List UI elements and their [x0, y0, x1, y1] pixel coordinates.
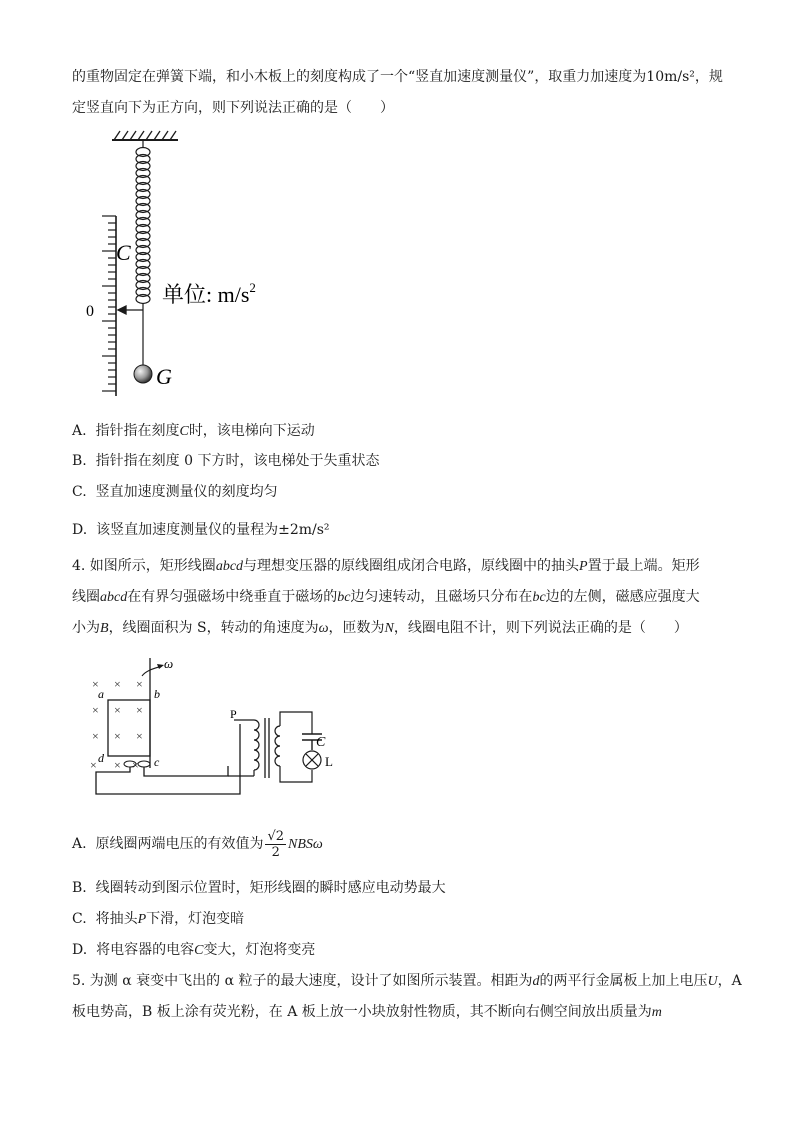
q4-option-a: A. 原线圈两端电压的有效值为 $\frac{√2}{2}$ NBSω — [72, 828, 323, 860]
ruler-scale — [102, 216, 116, 396]
svg-text:d: d — [98, 751, 104, 765]
svg-text:×: × — [114, 703, 121, 717]
q4-option-d: D. 将电容器的电容C变大，灯泡将变亮 — [72, 942, 316, 958]
q4-stem-line-2: 线圈abcd在有界匀强磁场中绕垂直于磁场的bc边匀速转动，且磁场只分布在bc边的左侧，磁感应强度大 — [72, 589, 700, 605]
label-g: G — [156, 364, 172, 389]
lamp-icon — [303, 751, 321, 769]
transformer-circuit-figure — [84, 654, 354, 800]
label-p: P — [230, 707, 237, 721]
q3-stem-line-2: 定竖直向下为正方向，则下列说法正确的是（ ） — [72, 100, 394, 116]
label-lamp: L — [325, 754, 333, 769]
label-zero: 0 — [86, 303, 94, 320]
svg-text:a: a — [98, 687, 104, 701]
q4-stem-line-1: 4. 如图所示，矩形线圈abcd与理想变压器的原线圈组成闭合电路，原线圈中的抽头P置于最上端。矩形 — [72, 558, 700, 574]
svg-text:×: × — [114, 758, 121, 772]
label-cap: C — [316, 735, 326, 750]
q3-option-a: A. 指针指在刻度C时，该电梯向下运动 — [72, 423, 315, 439]
svg-text:×: × — [92, 729, 99, 743]
q5-stem-line-2: 板电势高，B 板上涂有荧光粉，在 A 板上放一小块放射性物质，其不断向右侧空间放出质量为m — [72, 1004, 662, 1020]
q3-option-b: B. 指针指在刻度 0 下方时，该电梯处于失重状态 — [72, 453, 380, 469]
q4-option-c: C. 将抽头P下滑，灯泡变暗 — [72, 911, 245, 927]
label-omega: ω — [164, 656, 174, 671]
spring — [136, 140, 150, 365]
svg-text:×: × — [136, 677, 143, 691]
primary-coil — [228, 720, 259, 776]
label-c: C — [116, 240, 131, 265]
q3-stem-line-1: 的重物固定在弹簧下端，和小木板上的刻度构成了一个“竖直加速度测量仪”，取重力加速度为10m/s²，规 — [72, 69, 723, 85]
svg-text:×: × — [136, 729, 143, 743]
label-unit: 单位: $m/s^2$ — [162, 280, 256, 307]
weight-ball — [134, 365, 152, 383]
svg-text:×: × — [90, 758, 97, 772]
pointer-arrow — [118, 306, 143, 314]
q3-option-c: C. 竖直加速度测量仪的刻度均匀 — [72, 484, 278, 500]
svg-text:c: c — [154, 755, 160, 769]
fraction: $\frac{√2}{2}$ — [267, 828, 285, 860]
svg-text:×: × — [136, 703, 143, 717]
slip-ring — [138, 761, 150, 767]
q5-stem-line-1: 5. 为测 α 衰变中飞出的 α 粒子的最大速度，设计了如图所示装置。相距为d的两平行金属板上加上电压U，A — [72, 973, 742, 989]
accelerometer-figure — [80, 128, 280, 403]
secondary-coil — [275, 712, 312, 782]
q3-option-d: D. 该竖直加速度测量仪的量程为±2m/s² — [72, 522, 330, 538]
q4-option-b: B. 线圈转动到图示位置时，矩形线圈的瞬时感应电动势最大 — [72, 880, 446, 896]
svg-text:b: b — [154, 687, 160, 701]
svg-text:×: × — [132, 758, 139, 772]
svg-text:×: × — [92, 703, 99, 717]
svg-text:×: × — [114, 729, 121, 743]
q4-stem-line-3: 小为B，线圈面积为 S，转动的角速度为ω，匝数为N，线圈电阻不计，则下列说法正确的是（ ） — [72, 620, 688, 636]
svg-text:×: × — [92, 677, 99, 691]
svg-text:×: × — [114, 677, 121, 691]
